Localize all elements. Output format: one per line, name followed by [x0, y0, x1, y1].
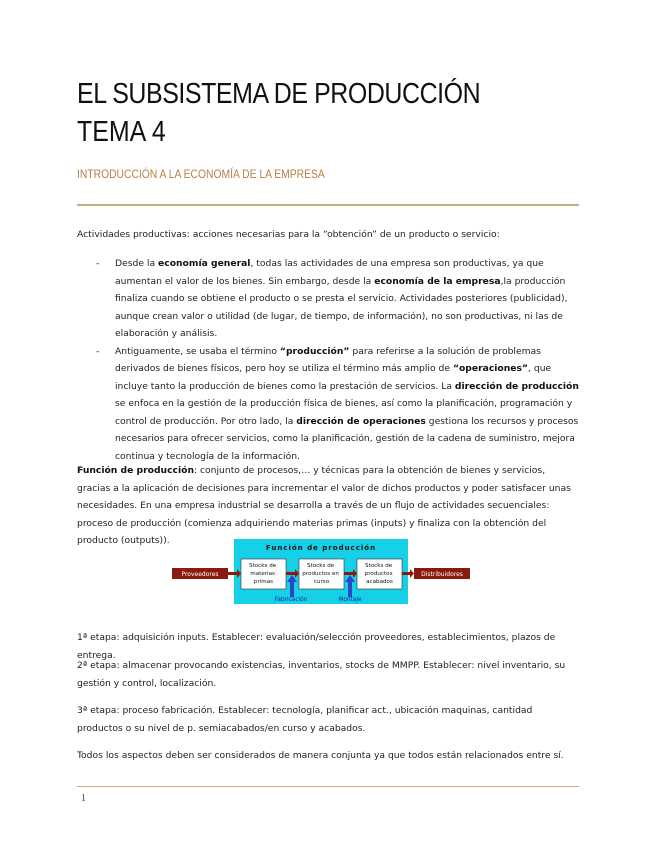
bullet-text: [115, 346, 579, 462]
flow-arrow-3-shaft: [344, 572, 353, 575]
bold-term: economía de la empresa: [374, 275, 501, 287]
bullet-text-run: para referirse a la solución de problemas derivados de bienes físicos, pero hoy se utiliza el término más amplio de: [115, 345, 541, 374]
stock-productos-en-curso-label: Stocks de productos en curso: [302, 563, 339, 585]
bold-term: “operaciones”: [452, 363, 529, 374]
bullet-list: [77, 255, 579, 465]
diagram-title: Función de producción: [265, 544, 377, 552]
bold-term: “producción”: [279, 345, 350, 357]
montaje-label: Montaje: [338, 597, 362, 603]
flow-arrow-4-head: [410, 569, 414, 578]
header-divider: [77, 204, 579, 206]
course-name: INTRODUCCIÓN A LA ECONOMÍA DE LA EMPRESA: [77, 167, 325, 181]
bullet-text-run: , todas las actividades de una empresa son productivas, ya que aumentan el valor de los bienes. Sin embargo, desde la: [115, 258, 544, 287]
page-number: 1: [81, 793, 86, 804]
fabricacion-label: Fabricación: [274, 597, 308, 603]
bullet-dash: -: [96, 345, 100, 357]
bullet-text-run: ,la producción finaliza cuando se obtiene el producto o se presta el servicio. Actividades posteriores (publicidad), aunque crean valor o utilidad (de lugar, de tiempo, de información), no son productivas, ni las de elaboración y análisis.: [115, 275, 568, 339]
stock-materias-primas-label: Stocks de materias primas: [249, 563, 277, 585]
bullet-item-2: [77, 343, 579, 466]
bullet-text-run: Desde la: [115, 258, 159, 269]
etapa-3-paragraph: 3ª etapa: proceso fabricación. Establecer: tecnología, planificar act., ubicación maquinas, cantidad productos o su nivel de p. semiacabados/en curso y acabados.: [77, 705, 533, 734]
bullet-text-run: se enfoca en la gestión de la producción física de bienes, así como la planificación, programación y control de producción. Por otro lado, la: [115, 398, 573, 427]
bullet-text-run: gestiona los recursos y procesos necesarios para ofrecer servicios, como la planificación, gestión de la cadena de suministro, mejora continua y tecnología de la información.: [115, 415, 579, 462]
etapa-2-paragraph: 2ª etapa: almacenar provocando existencias, inventarios, stocks de MMPP. Establecer: nivel inventario, su gestión y control, localización.: [77, 660, 566, 689]
flow-arrow-4-shaft: [402, 572, 410, 575]
funcion-label: Función de producción: [77, 465, 194, 476]
footer-divider: [77, 786, 579, 787]
flow-arrow-2-shaft: [286, 572, 295, 575]
funcion-paragraph: [77, 462, 579, 550]
intro-paragraph: Actividades productivas: acciones necesarias para la “obtención” de un producto o servicio:: [77, 229, 500, 240]
bullet-dash: -: [96, 258, 100, 269]
proveedores-label: Proveedores: [181, 571, 219, 578]
bullet-text-run: , que incluye tanto la producción de bienes como la prestación de servicios. La: [115, 363, 552, 392]
production-diagram: [172, 539, 470, 604]
etapa-1-paragraph: 1ª etapa: adquisición inputs. Establecer: evaluación/selección proveedores, establecimientos, plazos de entrega.: [77, 632, 556, 661]
bold-term: dirección de producción: [454, 380, 579, 392]
flow-arrow-1-shaft: [228, 572, 237, 575]
bullet-text: [115, 258, 568, 339]
bold-term: dirección de operaciones: [296, 415, 426, 427]
document-title: EL SUBSISTEMA DE PRODUCCIÓN: [77, 78, 481, 110]
bullet-item-1: [77, 255, 579, 343]
bold-term: economía general: [158, 258, 251, 269]
conclusion-paragraph: Todos los aspectos deben ser considerados de manera conjunta ya que todos están relacionados entre sí.: [77, 750, 564, 761]
stock-productos-acabados-label: Stocks de productos acabados: [364, 563, 393, 585]
montaje-arrow-shaft: [348, 581, 352, 597]
fabricacion-arrow-shaft: [290, 581, 294, 597]
bullet-text-run: Antiguamente, se usaba el término: [115, 345, 280, 357]
distribuidores-label: Distribuidores: [421, 571, 463, 578]
funcion-text: : conjunto de procesos,… y técnicas para la obtención de bienes y servicios, gracias a la aplicación de decisiones para incrementar el valor de dichos productos y poder satisfacer unas necesidades. En una empresa industrial se desarrolla a través de un flujo de actividades secuenciales: proceso de producción (comienza adquiriendo materias primas (inputs) y finaliza con la obtención del producto (outputs)).: [77, 465, 571, 546]
document-subtitle: TEMA 4: [77, 116, 166, 148]
